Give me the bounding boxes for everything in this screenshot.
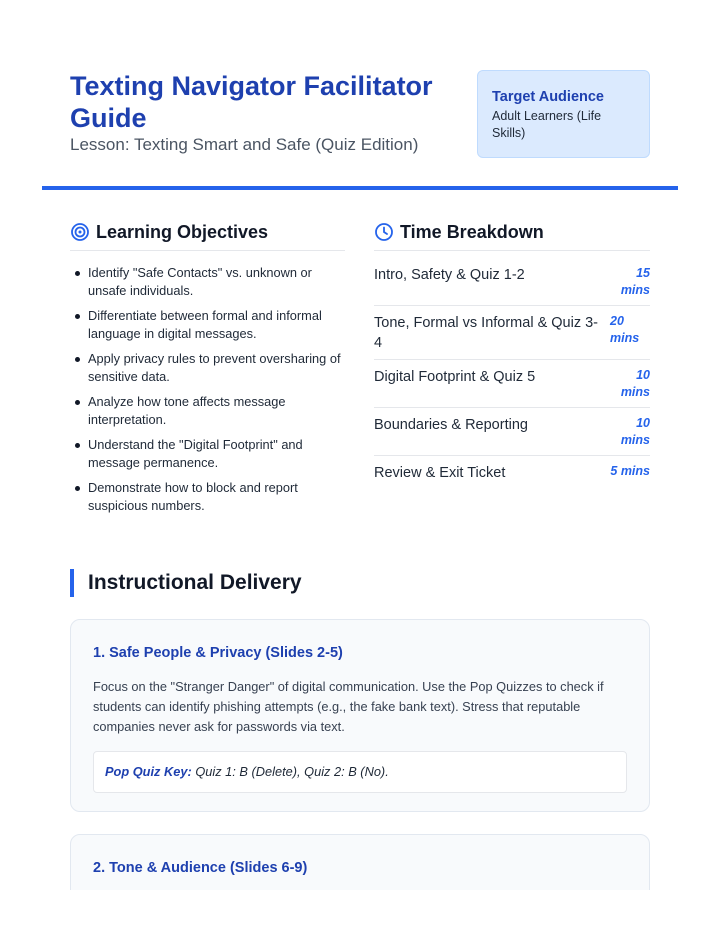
objectives-rule xyxy=(70,250,345,251)
objectives-title: Learning Objectives xyxy=(96,221,269,242)
time-heading xyxy=(374,220,544,244)
page-title: Texting Navigator Facilitator Guide xyxy=(70,71,433,133)
list-item: Apply privacy rules to prevent oversharing of sensitive data. xyxy=(70,350,345,386)
quiz-key-box xyxy=(93,751,627,793)
target-audience-box xyxy=(477,70,650,158)
time-value: 15 mins xyxy=(620,266,650,297)
time-value: 5 mins xyxy=(610,464,650,478)
clock-icon xyxy=(374,222,394,242)
card-body: Focus on the "Stranger Danger" of digital communication. Use the Pop Quizzes to check if students can identify phishing attempts (e.g., the fake bank text). Stress that reputable companies never ask for passwords via text. xyxy=(93,679,604,734)
list-item: Differentiate between formal and informal language in digital messages. xyxy=(70,307,345,343)
header-divider xyxy=(42,186,678,190)
section-accent-bar xyxy=(70,569,74,597)
objectives-list xyxy=(70,264,345,522)
time-label: Boundaries & Reporting xyxy=(374,417,528,433)
table-row xyxy=(374,456,650,489)
page-bottom-margin xyxy=(0,890,720,932)
list-item: Demonstrate how to block and report suspicious numbers. xyxy=(70,479,345,515)
target-icon xyxy=(70,222,90,242)
list-item: Understand the "Digital Footprint" and message permanence. xyxy=(70,436,345,472)
time-label: Review & Exit Ticket xyxy=(374,465,506,481)
list-item: Analyze how tone affects message interpretation. xyxy=(70,393,345,429)
time-label: Digital Footprint & Quiz 5 xyxy=(374,369,536,385)
time-title: Time Breakdown xyxy=(400,221,544,242)
card-title: 1. Safe People & Privacy (Slides 2-5) xyxy=(93,645,343,661)
objectives-heading xyxy=(70,220,268,244)
page-header xyxy=(70,70,650,190)
instructional-title: Instructional Delivery xyxy=(88,571,302,594)
quiz-key-text: Quiz 1: B (Delete), Quiz 2: B (No). xyxy=(195,764,389,779)
table-row xyxy=(374,408,650,456)
table-row xyxy=(374,258,650,306)
quiz-key-label: Pop Quiz Key: xyxy=(105,764,192,779)
card-title: 2. Tone & Audience (Slides 6-9) xyxy=(93,860,308,876)
list-item: Identify "Safe Contacts" vs. unknown or unsafe individuals. xyxy=(70,264,345,300)
time-rule xyxy=(374,250,650,251)
table-row xyxy=(374,306,650,360)
time-label: Intro, Safety & Quiz 1-2 xyxy=(374,267,525,283)
time-label: Tone, Formal vs Informal & Quiz 3-4 xyxy=(374,315,599,351)
table-row xyxy=(374,360,650,408)
time-value: 20 mins xyxy=(610,314,640,345)
delivery-card xyxy=(70,619,650,812)
time-value: 10 mins xyxy=(620,416,650,447)
time-table xyxy=(374,258,650,489)
audience-value: Adult Learners (Life Skills) xyxy=(492,109,602,140)
lesson-subtitle: Lesson: Texting Smart and Safe (Quiz Edition) xyxy=(70,135,419,154)
time-value: 10 mins xyxy=(620,368,650,399)
audience-label: Target Audience xyxy=(492,89,604,105)
